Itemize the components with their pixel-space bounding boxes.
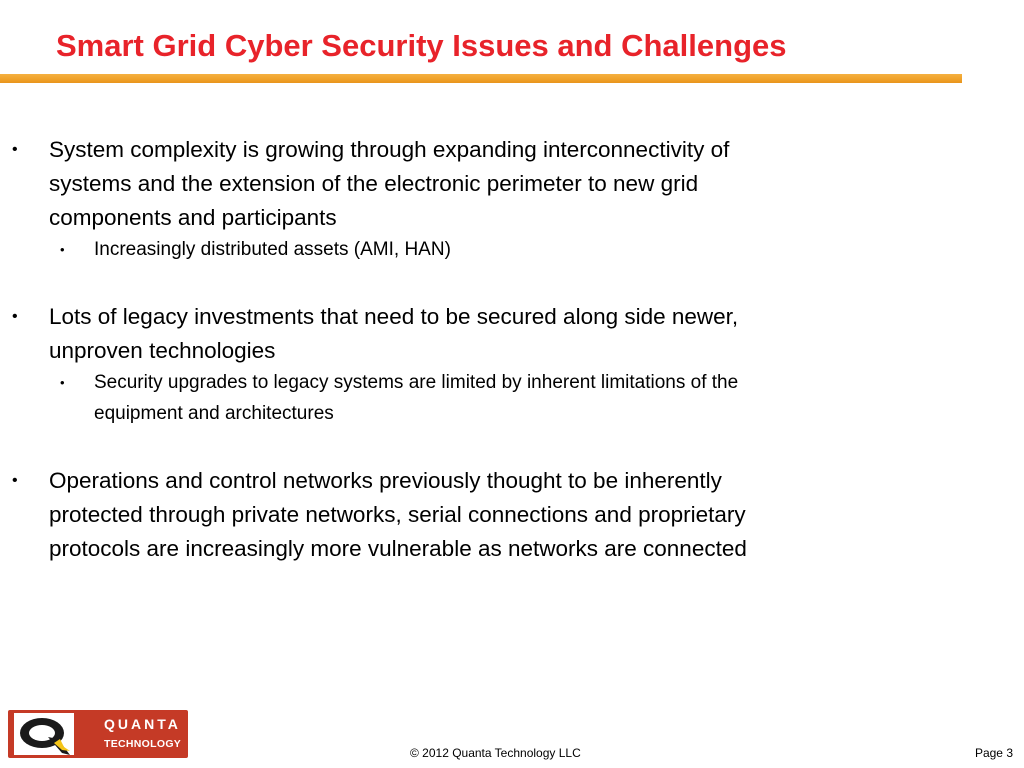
- bullet-line: unproven technologies: [49, 338, 276, 363]
- sub-bullet-line: equipment and architectures: [94, 403, 334, 424]
- bullet-line: System complexity is growing through expanding interconnectivity of: [49, 137, 730, 162]
- bullet-line: Lots of legacy investments that need to be secured along side newer,: [49, 304, 739, 329]
- sub-bullet-text: [94, 367, 924, 429]
- quanta-logo: [8, 710, 188, 758]
- bullet-line: protocols are increasingly more vulnerable as networks are connected: [49, 536, 747, 561]
- page-number: Page 3: [974, 746, 1013, 760]
- logo-wordmark-line1: QUANTA: [104, 716, 181, 732]
- sub-bullet-marker: •: [60, 375, 65, 390]
- sub-bullet-line: Security upgrades to legacy systems are limited by inherent limitations of the: [94, 372, 739, 393]
- sub-bullet-marker: •: [60, 242, 65, 257]
- bullet-line: protected through private networks, serial connections and proprietary: [49, 502, 746, 527]
- bullet-marker: •: [12, 472, 18, 489]
- bullet-marker: •: [12, 308, 18, 325]
- sub-bullet-line: Increasingly distributed assets (AMI, HAN): [94, 239, 451, 260]
- title-accent-rule: [0, 74, 962, 83]
- bullet-text: [49, 464, 899, 566]
- bullet-line: systems and the extension of the electronic perimeter to new grid: [49, 171, 699, 196]
- bullet-text: [49, 133, 899, 235]
- bullet-marker: •: [12, 141, 18, 158]
- sub-bullet-text: [94, 234, 924, 265]
- copyright-text: © 2012 Quanta Technology LLC: [410, 746, 581, 760]
- bullet-line: components and participants: [49, 205, 337, 230]
- quanta-q-icon: [14, 713, 74, 755]
- logo-wordmark-line2: TECHNOLOGY: [104, 738, 182, 750]
- slide-title: Smart Grid Cyber Security Issues and Challenges: [56, 28, 787, 63]
- bullet-line: Operations and control networks previously thought to be inherently: [49, 468, 722, 493]
- bullet-text: [49, 300, 899, 368]
